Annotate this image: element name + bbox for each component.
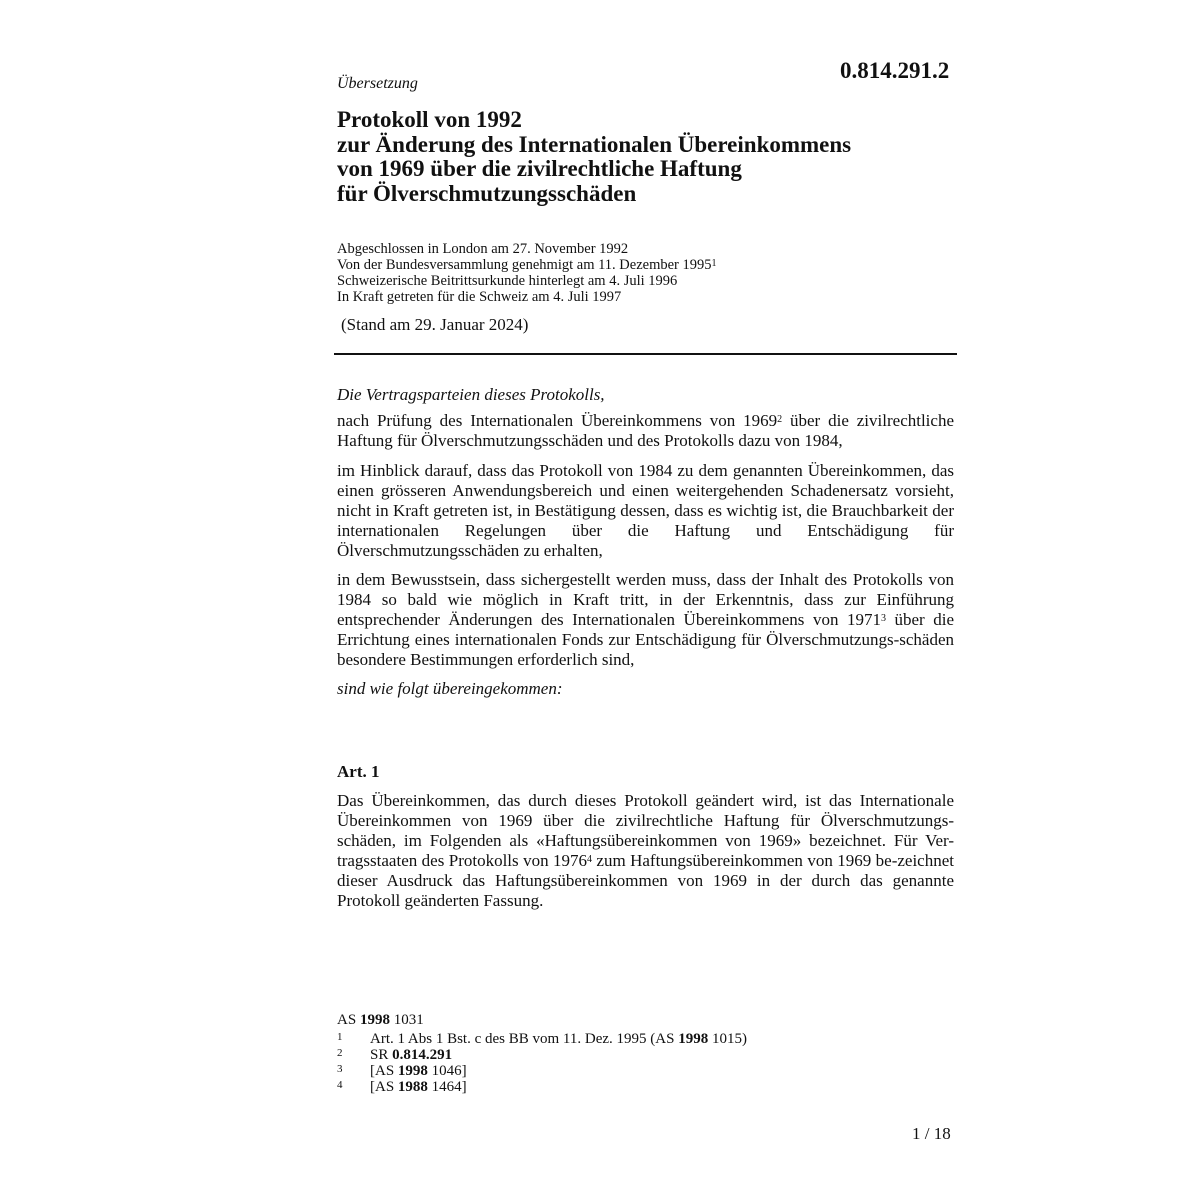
divider [334, 353, 957, 355]
footnote: 2 SR 0.814.291 [337, 1047, 453, 1063]
meta-in-force: In Kraft getreten für die Schweiz am 4. Juli 1997 [337, 289, 622, 305]
footnote-number: 1 [337, 1031, 343, 1043]
meta-approved: Von der Bundesversammlung genehmigt am 11. Dezember 1995$^1$ [337, 257, 717, 273]
translation-label: Übersetzung [337, 75, 418, 92]
footnote: 3 [AS 1998 1046] [337, 1063, 467, 1079]
sr-number: 0.814.291.2 [840, 58, 950, 83]
title-line: zur Änderung des Internationalen Übereinkommens [337, 131, 852, 157]
document-title [337, 108, 957, 206]
status-date: (Stand am 29. Januar 2024) [341, 315, 529, 334]
footnote-ref[interactable]: 3 [880, 613, 886, 624]
meta-block [337, 241, 957, 305]
official-reference: AS 1998 1031 [337, 1012, 424, 1028]
meta-concluded: Abgeschlossen in London am 27. November 1992 [337, 241, 629, 257]
title-line: Protokoll von 1992 [337, 107, 522, 132]
article-text: Das Übereinkommen, das durch dieses Protokoll geändert wird, ist das Internationale Übereinkommen von 1969 über die zivilrechtliche Haftung für Ölverschmutzungs-schäden, im Folgenden als «Haftungsübereinkommen von 1969» bezeichnet. Für Ver-tragsstaaten des Protokolls von 1976$^4$ zum Haftungsübereinkommen von 1969 be-zeichnet dieser Ausdruck das Haftungsübereinkommen von 1969 in der durch das genannte Protokoll geänderten Fassung. [337, 791, 954, 910]
footnote-ref[interactable]: 1 [711, 258, 717, 269]
preamble-intro: Die Vertragsparteien dieses Protokolls, [337, 385, 605, 404]
footnotes [337, 1031, 747, 1095]
footnote-ref[interactable]: 4 [587, 854, 592, 865]
preamble-closing: sind wie folgt übereingekommen: [337, 679, 563, 698]
footnote-ref[interactable]: 2 [777, 414, 783, 425]
footnote: 1 Art. 1 Abs 1 Bst. c des BB vom 11. Dez. 1995 (AS 1998 1015) [337, 1031, 747, 1047]
article-heading: Art. 1 [337, 762, 380, 781]
footnote-number: 2 [337, 1047, 343, 1059]
title-line: für Ölverschmutzungsschäden [337, 180, 637, 206]
preamble-paragraph: in dem Bewusstsein, dass sichergestellt werden muss, dass der Inhalt des Protokolls von 1984 so bald wie möglich in Kraft tritt, in der Erkenntnis, dass zur Einführung entsprechender Änderungen des Internationalen Übereinkommens von 1971$^3$ über die Errichtung eines internationalen Fonds zur Entschädigung für Ölverschmutzungs-schäden besondere Bestimmungen erforderlich sind, [337, 570, 954, 669]
footnote-number: 3 [337, 1063, 343, 1075]
meta-deposited: Schweizerische Beitrittsurkunde hinterlegt am 4. Juli 1996 [337, 273, 678, 289]
preamble-paragraph: nach Prüfung des Internationalen Übereinkommens von 1969$^2$ über die zivilrechtliche Haftung für Ölverschmutzungsschäden und des Protokolls dazu von 1984, [337, 411, 954, 450]
footnote: 4 [AS 1988 1464] [337, 1079, 467, 1095]
title-line: von 1969 über die zivilrechtliche Haftung [337, 156, 742, 181]
page-number: 1 / 18 [912, 1124, 951, 1143]
footnote-number: 4 [337, 1079, 343, 1091]
preamble-paragraph: im Hinblick darauf, dass das Protokoll von 1984 zu dem genannten Übereinkommen, das einen grösseren Anwendungsbereich und einen weitergehenden Schadenersatz vorsieht, nicht in Kraft getreten ist, in Bestätigung dessen, dass es wichtig ist, die Brauchbarkeit der internationalen Regelungen über die Haftung und Entschädigung für Ölverschmutzungsschäden zu erhalten, [337, 461, 954, 560]
